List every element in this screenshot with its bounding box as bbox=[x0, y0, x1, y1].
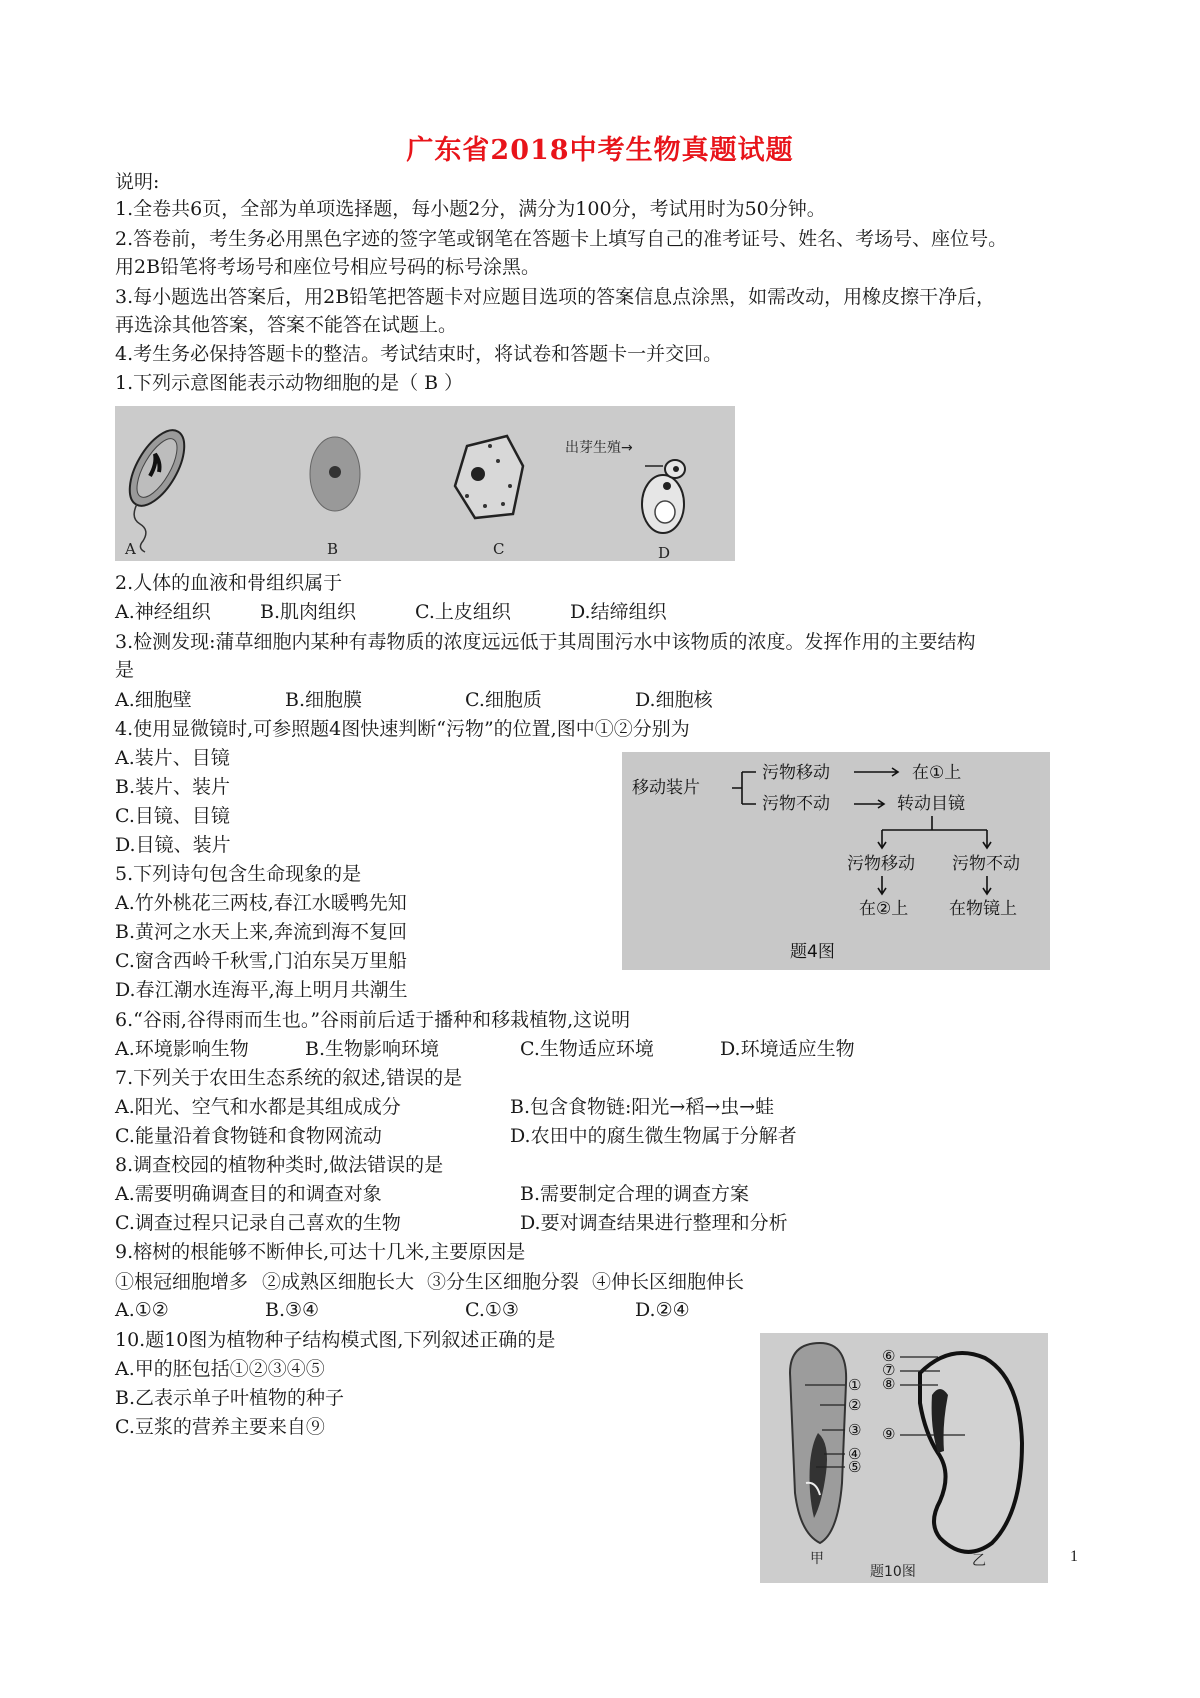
question-7-stem: 7.下列关于农田生态系统的叙述,错误的是 bbox=[115, 1067, 463, 1089]
option: B.肌肉组织 bbox=[260, 601, 357, 623]
seed-part-9: ⑨ bbox=[882, 1425, 896, 1443]
option: C.生物适应环境 bbox=[520, 1038, 654, 1060]
option: C.①③ bbox=[465, 1299, 519, 1321]
bean-seed-drawing bbox=[920, 1353, 1022, 1552]
instruction-line: 再选涂其他答案，答案不能答在试题上。 bbox=[115, 314, 458, 336]
statement: ①根冠细胞增多 bbox=[115, 1271, 249, 1293]
option: A.①② bbox=[115, 1299, 169, 1321]
flow-branch-1: 污物移动 bbox=[762, 763, 830, 783]
option: B.需要制定合理的调查方案 bbox=[520, 1183, 750, 1205]
flow-sub-2: 污物不动 bbox=[952, 854, 1020, 874]
cell-label-a: A bbox=[125, 540, 136, 558]
option: B.装片、装片 bbox=[115, 776, 231, 798]
seed-part-8: ⑧ bbox=[882, 1375, 896, 1393]
question-3-stem: 3.检测发现:蒲草细胞内某种有毒物质的浓度远远低于其周围污水中该物质的浓度。发挥作用的主要结构 bbox=[115, 631, 976, 653]
question-6-stem: 6.“谷雨,谷得雨而生也。”谷雨前后适于播种和移栽植物,这说明 bbox=[115, 1009, 631, 1031]
option: A.阳光、空气和水都是其组成成分 bbox=[115, 1096, 401, 1118]
option: C.调查过程只记录自己喜欢的生物 bbox=[115, 1212, 401, 1234]
figure-10-caption: 题10图 bbox=[870, 1564, 916, 1580]
cell-label-d: D bbox=[658, 544, 671, 561]
question-10-stem: 10.题10图为植物种子结构模式图,下列叙述正确的是 bbox=[115, 1329, 556, 1351]
question-1-stem: 1.下列示意图能表示动物细胞的是（ B ） bbox=[115, 372, 464, 394]
q4-flowchart-figure bbox=[622, 752, 1050, 970]
cell-label-b: B bbox=[327, 540, 339, 558]
option: C.细胞质 bbox=[465, 689, 542, 711]
option: D.春江潮水连海平,海上明月共潮生 bbox=[115, 979, 408, 1001]
option: B.黄河之水天上来,奔流到海不复回 bbox=[115, 921, 408, 943]
seed-part-5: ⑤ bbox=[848, 1458, 862, 1476]
option: D.细胞核 bbox=[635, 689, 713, 711]
figure-4-caption: 题4图 bbox=[790, 942, 835, 962]
question-5-stem: 5.下列诗句包含生命现象的是 bbox=[115, 863, 362, 885]
instructions-heading: 说明: bbox=[115, 171, 160, 193]
cell-label-c: C bbox=[493, 540, 505, 558]
option: C.能量沿着食物链和食物网流动 bbox=[115, 1125, 382, 1147]
statement: ④伸长区细胞伸长 bbox=[592, 1271, 745, 1293]
option: C.豆浆的营养主要来自⑨ bbox=[115, 1416, 325, 1438]
page-title: 广东省2018中考生物真题试题 bbox=[406, 135, 794, 166]
flow-sub-1: 污物移动 bbox=[847, 854, 915, 874]
seed-part-6: ⑥ bbox=[882, 1347, 896, 1365]
option: D.环境适应生物 bbox=[720, 1038, 855, 1060]
option: A.甲的胚包括①②③④⑤ bbox=[115, 1358, 325, 1380]
statement: ②成熟区细胞长大 bbox=[262, 1271, 415, 1293]
option: C.目镜、目镜 bbox=[115, 805, 230, 827]
seed-label-yi: 乙 bbox=[972, 1553, 986, 1569]
statement: ③分生区细胞分裂 bbox=[427, 1271, 580, 1293]
budding-label: 出芽生殖→ bbox=[565, 440, 633, 456]
flow-action-2: 转动目镜 bbox=[897, 794, 965, 814]
option: B.乙表示单子叶植物的种子 bbox=[115, 1387, 345, 1409]
option: D.农田中的腐生微生物属于分解者 bbox=[510, 1125, 797, 1147]
question-8-stem: 8.调查校园的植物种类时,做法错误的是 bbox=[115, 1154, 444, 1176]
animal-cell-drawing bbox=[310, 437, 360, 511]
option: B.细胞膜 bbox=[285, 689, 363, 711]
corn-seed-drawing bbox=[790, 1343, 846, 1543]
instruction-line: 1.全卷共6页，全部为单项选择题，每小题2分，满分为100分，考试用时为50分钟。 bbox=[115, 198, 826, 220]
option: A.装片、目镜 bbox=[115, 747, 230, 769]
option: A.需要明确调查目的和调查对象 bbox=[115, 1183, 382, 1205]
flow-result-2: 在②上 bbox=[859, 899, 909, 919]
option: A.竹外桃花三两枝,春江水暖鸭先知 bbox=[115, 892, 407, 914]
option: A.环境影响生物 bbox=[115, 1038, 249, 1060]
option: D.目镜、装片 bbox=[115, 834, 231, 856]
instruction-line: 4.考生务必保持答题卡的整洁。考试结束时，将试卷和答题卡一并交回。 bbox=[115, 343, 723, 365]
question-2-stem: 2.人体的血液和骨组织属于 bbox=[115, 572, 343, 594]
option: C.上皮组织 bbox=[415, 601, 511, 623]
flow-branch-2: 污物不动 bbox=[762, 794, 830, 814]
option: D.结缔组织 bbox=[570, 601, 667, 623]
option: A.神经组织 bbox=[115, 601, 211, 623]
seed-part-1: ① bbox=[848, 1376, 862, 1394]
flow-start: 移动装片 bbox=[632, 778, 700, 798]
seed-part-4: ④ bbox=[848, 1445, 862, 1463]
seed-part-7: ⑦ bbox=[882, 1361, 896, 1379]
instruction-line: 2.答卷前，考生务必用黑色字迹的签字笔或钢笔在答题卡上填写自己的准考证号、姓名、考场号、座位号。 bbox=[115, 228, 1008, 250]
option: B.包含食物链:阳光→稻→虫→蛙 bbox=[510, 1096, 775, 1118]
seed-part-2: ② bbox=[848, 1396, 862, 1414]
question-3-stem-cont: 是 bbox=[115, 659, 135, 681]
option: B.③④ bbox=[265, 1299, 320, 1321]
option: B.生物影响环境 bbox=[305, 1038, 440, 1060]
option: D.②④ bbox=[635, 1299, 690, 1321]
flow-result-1: 在①上 bbox=[912, 763, 962, 783]
instruction-line: 3.每小题选出答案后，用2B铅笔把答题卡对应题目选项的答案信息点涂黑，如需改动，用橡皮擦干净后， bbox=[115, 286, 996, 308]
seed-label-jia: 甲 bbox=[810, 1551, 824, 1567]
option: C.窗含西岭千秋雪,门泊东吴万里船 bbox=[115, 950, 407, 972]
page-number: 1 bbox=[1070, 1548, 1078, 1565]
instruction-line: 用2B铅笔将考场号和座位号相应号码的标号涂黑。 bbox=[115, 256, 541, 278]
q1-cell-figure bbox=[115, 406, 735, 561]
question-9-stem: 9.榕树的根能够不断伸长,可达十几米,主要原因是 bbox=[115, 1241, 526, 1263]
seed-part-3: ③ bbox=[848, 1421, 862, 1439]
flow-result-3: 在物镜上 bbox=[949, 899, 1017, 919]
q10-seed-figure bbox=[760, 1333, 1048, 1583]
option: A.细胞壁 bbox=[115, 689, 192, 711]
option: D.要对调查结果进行整理和分析 bbox=[520, 1212, 788, 1234]
question-4-stem: 4.使用显微镜时,可参照题4图快速判断“污物”的位置,图中①②分别为 bbox=[115, 718, 690, 740]
